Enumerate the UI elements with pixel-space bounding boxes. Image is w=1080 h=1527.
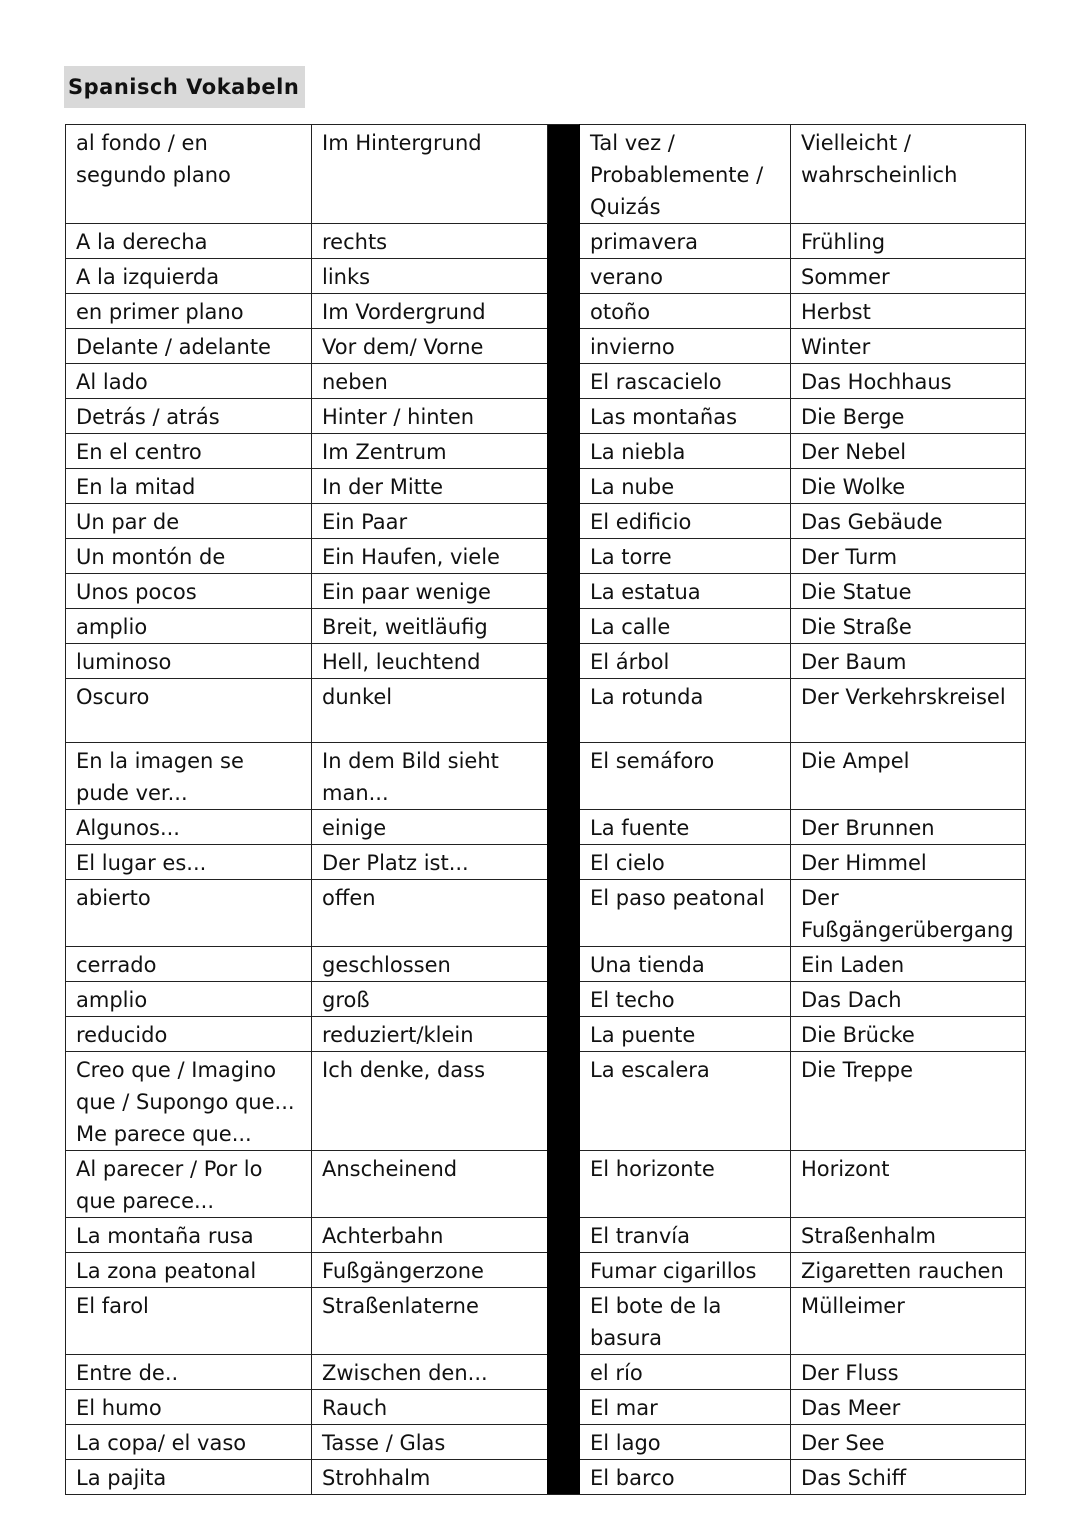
- spanish-term-left: Un par de: [66, 504, 312, 539]
- spanish-term-left: luminoso: [66, 644, 312, 679]
- german-translation-left: neben: [312, 364, 548, 399]
- german-translation-left: dunkel: [312, 679, 548, 743]
- german-translation-left: Im Hintergrund: [312, 125, 548, 224]
- spanish-term-right: El semáforo: [580, 743, 791, 810]
- german-translation-right: Die Berge: [791, 399, 1026, 434]
- spanish-term-left: La copa/ el vaso: [66, 1425, 312, 1460]
- table-row: [66, 329, 1026, 364]
- spanish-term-right: El tranvía: [580, 1218, 791, 1253]
- vocabulary-table: [65, 124, 1026, 1495]
- german-translation-right: Die Ampel: [791, 743, 1026, 810]
- spanish-term-right: invierno: [580, 329, 791, 364]
- german-translation-right: Sommer: [791, 259, 1026, 294]
- german-translation-right: Der See: [791, 1425, 1026, 1460]
- german-translation-left: offen: [312, 880, 548, 947]
- german-translation-right: Der Turm: [791, 539, 1026, 574]
- vocabulary-table-body: [66, 125, 1026, 1495]
- spanish-term-right: El lago: [580, 1425, 791, 1460]
- spanish-term-left: El humo: [66, 1390, 312, 1425]
- table-row: [66, 1355, 1026, 1390]
- table-row: [66, 880, 1026, 947]
- german-translation-left: Ein paar wenige: [312, 574, 548, 609]
- table-row: [66, 364, 1026, 399]
- german-translation-left: Vor dem/ Vorne: [312, 329, 548, 364]
- table-row: [66, 434, 1026, 469]
- spanish-term-right: El techo: [580, 982, 791, 1017]
- spanish-term-left: En la imagen se pude ver...: [66, 743, 312, 810]
- table-row: [66, 504, 1026, 539]
- spanish-term-left: En la mitad: [66, 469, 312, 504]
- spanish-term-left: cerrado: [66, 947, 312, 982]
- spanish-term-left: A la derecha: [66, 224, 312, 259]
- german-translation-right: Das Meer: [791, 1390, 1026, 1425]
- german-translation-right: Der Fußgängerübergang: [791, 880, 1026, 947]
- german-translation-right: Der Baum: [791, 644, 1026, 679]
- table-row: [66, 1253, 1026, 1288]
- german-translation-left: Ein Paar: [312, 504, 548, 539]
- spanish-term-right: La rotunda: [580, 679, 791, 743]
- german-translation-right: Das Gebäude: [791, 504, 1026, 539]
- german-translation-left: einige: [312, 810, 548, 845]
- spanish-term-right: La nube: [580, 469, 791, 504]
- german-translation-right: Der Verkehrskreisel: [791, 679, 1026, 743]
- spanish-term-right: primavera: [580, 224, 791, 259]
- table-row: [66, 224, 1026, 259]
- spanish-term-left: en primer plano: [66, 294, 312, 329]
- spanish-term-right: el río: [580, 1355, 791, 1390]
- table-row: [66, 1390, 1026, 1425]
- german-translation-left: Hinter / hinten: [312, 399, 548, 434]
- german-translation-left: Im Vordergrund: [312, 294, 548, 329]
- german-translation-right: Das Dach: [791, 982, 1026, 1017]
- german-translation-right: Ein Laden: [791, 947, 1026, 982]
- spanish-term-left: abierto: [66, 880, 312, 947]
- spanish-term-left: Entre de..: [66, 1355, 312, 1390]
- german-translation-right: Das Schiff: [791, 1460, 1026, 1495]
- german-translation-left: Zwischen den...: [312, 1355, 548, 1390]
- spanish-term-right: Las montañas: [580, 399, 791, 434]
- spanish-term-left: reducido: [66, 1017, 312, 1052]
- spanish-term-left: La pajita: [66, 1460, 312, 1495]
- table-row: [66, 743, 1026, 810]
- spanish-term-right: La calle: [580, 609, 791, 644]
- german-translation-right: Der Brunnen: [791, 810, 1026, 845]
- table-row: [66, 1052, 1026, 1151]
- german-translation-right: Straßenhalm: [791, 1218, 1026, 1253]
- german-translation-left: Breit, weitläufig: [312, 609, 548, 644]
- german-translation-right: Winter: [791, 329, 1026, 364]
- table-row: [66, 1288, 1026, 1355]
- table-row: [66, 1425, 1026, 1460]
- spanish-term-right: La puente: [580, 1017, 791, 1052]
- german-translation-left: Ein Haufen, viele: [312, 539, 548, 574]
- spanish-term-right: El rascacielo: [580, 364, 791, 399]
- german-translation-left: Hell, leuchtend: [312, 644, 548, 679]
- table-row: [66, 259, 1026, 294]
- table-row: [66, 539, 1026, 574]
- table-row: [66, 609, 1026, 644]
- german-translation-right: Zigaretten rauchen: [791, 1253, 1026, 1288]
- german-translation-right: Die Brücke: [791, 1017, 1026, 1052]
- german-translation-left: In dem Bild sieht man...: [312, 743, 548, 810]
- german-translation-right: Frühling: [791, 224, 1026, 259]
- german-translation-left: Straßenlaterne: [312, 1288, 548, 1355]
- german-translation-left: Rauch: [312, 1390, 548, 1425]
- spanish-term-left: Creo que / Imagino que / Supongo que... Me parece que...: [66, 1052, 312, 1151]
- german-translation-right: Die Statue: [791, 574, 1026, 609]
- german-translation-right: Mülleimer: [791, 1288, 1026, 1355]
- german-translation-right: Horizont: [791, 1151, 1026, 1218]
- spanish-term-right: El mar: [580, 1390, 791, 1425]
- table-row: [66, 1151, 1026, 1218]
- table-row: [66, 294, 1026, 329]
- spanish-term-right: verano: [580, 259, 791, 294]
- table-row: [66, 399, 1026, 434]
- spanish-term-left: Un montón de: [66, 539, 312, 574]
- spanish-term-right: otoño: [580, 294, 791, 329]
- column-divider: [548, 125, 580, 1495]
- spanish-term-left: al fondo / en segundo plano: [66, 125, 312, 224]
- german-translation-right: Das Hochhaus: [791, 364, 1026, 399]
- german-translation-left: Ich denke, dass: [312, 1052, 548, 1151]
- spanish-term-right: El cielo: [580, 845, 791, 880]
- spanish-term-left: La montaña rusa: [66, 1218, 312, 1253]
- spanish-term-left: amplio: [66, 982, 312, 1017]
- spanish-term-right: La estatua: [580, 574, 791, 609]
- spanish-term-right: La torre: [580, 539, 791, 574]
- table-row: [66, 1218, 1026, 1253]
- german-translation-right: Die Treppe: [791, 1052, 1026, 1151]
- german-translation-left: Der Platz ist...: [312, 845, 548, 880]
- spanish-term-left: En el centro: [66, 434, 312, 469]
- german-translation-left: links: [312, 259, 548, 294]
- spanish-term-right: La niebla: [580, 434, 791, 469]
- table-row: [66, 810, 1026, 845]
- table-row: [66, 574, 1026, 609]
- spanish-term-left: Algunos...: [66, 810, 312, 845]
- german-translation-right: Der Nebel: [791, 434, 1026, 469]
- german-translation-left: Strohhalm: [312, 1460, 548, 1495]
- spanish-term-left: amplio: [66, 609, 312, 644]
- german-translation-right: Die Straße: [791, 609, 1026, 644]
- german-translation-left: In der Mitte: [312, 469, 548, 504]
- german-translation-left: Anscheinend: [312, 1151, 548, 1218]
- spanish-term-left: Unos pocos: [66, 574, 312, 609]
- german-translation-right: Der Himmel: [791, 845, 1026, 880]
- spanish-term-left: Delante / adelante: [66, 329, 312, 364]
- spanish-term-left: Oscuro: [66, 679, 312, 743]
- table-row: [66, 125, 1026, 224]
- german-translation-left: Achterbahn: [312, 1218, 548, 1253]
- german-translation-right: Die Wolke: [791, 469, 1026, 504]
- german-translation-right: Vielleicht / wahrscheinlich: [791, 125, 1026, 224]
- german-translation-left: Im Zentrum: [312, 434, 548, 469]
- spanish-term-right: Fumar cigarillos: [580, 1253, 791, 1288]
- german-translation-left: Fußgängerzone: [312, 1253, 548, 1288]
- spanish-term-right: Una tienda: [580, 947, 791, 982]
- spanish-term-right: El bote de la basura: [580, 1288, 791, 1355]
- spanish-term-left: Detrás / atrás: [66, 399, 312, 434]
- page-title: Spanisch Vokabeln: [64, 66, 305, 108]
- table-row: [66, 679, 1026, 743]
- german-translation-left: geschlossen: [312, 947, 548, 982]
- german-translation-right: Herbst: [791, 294, 1026, 329]
- spanish-term-left: El lugar es...: [66, 845, 312, 880]
- table-row: [66, 845, 1026, 880]
- spanish-term-right: La escalera: [580, 1052, 791, 1151]
- spanish-term-left: El farol: [66, 1288, 312, 1355]
- spanish-term-left: A la izquierda: [66, 259, 312, 294]
- spanish-term-left: La zona peatonal: [66, 1253, 312, 1288]
- german-translation-left: groß: [312, 982, 548, 1017]
- table-row: [66, 982, 1026, 1017]
- spanish-term-right: Tal vez / Probablemente / Quizás: [580, 125, 791, 224]
- spanish-term-right: El barco: [580, 1460, 791, 1495]
- table-row: [66, 469, 1026, 504]
- spanish-term-right: El edificio: [580, 504, 791, 539]
- table-row: [66, 1017, 1026, 1052]
- spanish-term-left: Al parecer / Por lo que parece...: [66, 1151, 312, 1218]
- table-row: [66, 1460, 1026, 1495]
- table-row: [66, 644, 1026, 679]
- german-translation-right: Der Fluss: [791, 1355, 1026, 1390]
- spanish-term-right: El paso peatonal: [580, 880, 791, 947]
- table-row: [66, 947, 1026, 982]
- spanish-term-right: La fuente: [580, 810, 791, 845]
- spanish-term-right: El horizonte: [580, 1151, 791, 1218]
- spanish-term-left: Al lado: [66, 364, 312, 399]
- german-translation-left: reduziert/klein: [312, 1017, 548, 1052]
- german-translation-left: rechts: [312, 224, 548, 259]
- spanish-term-right: El árbol: [580, 644, 791, 679]
- german-translation-left: Tasse / Glas: [312, 1425, 548, 1460]
